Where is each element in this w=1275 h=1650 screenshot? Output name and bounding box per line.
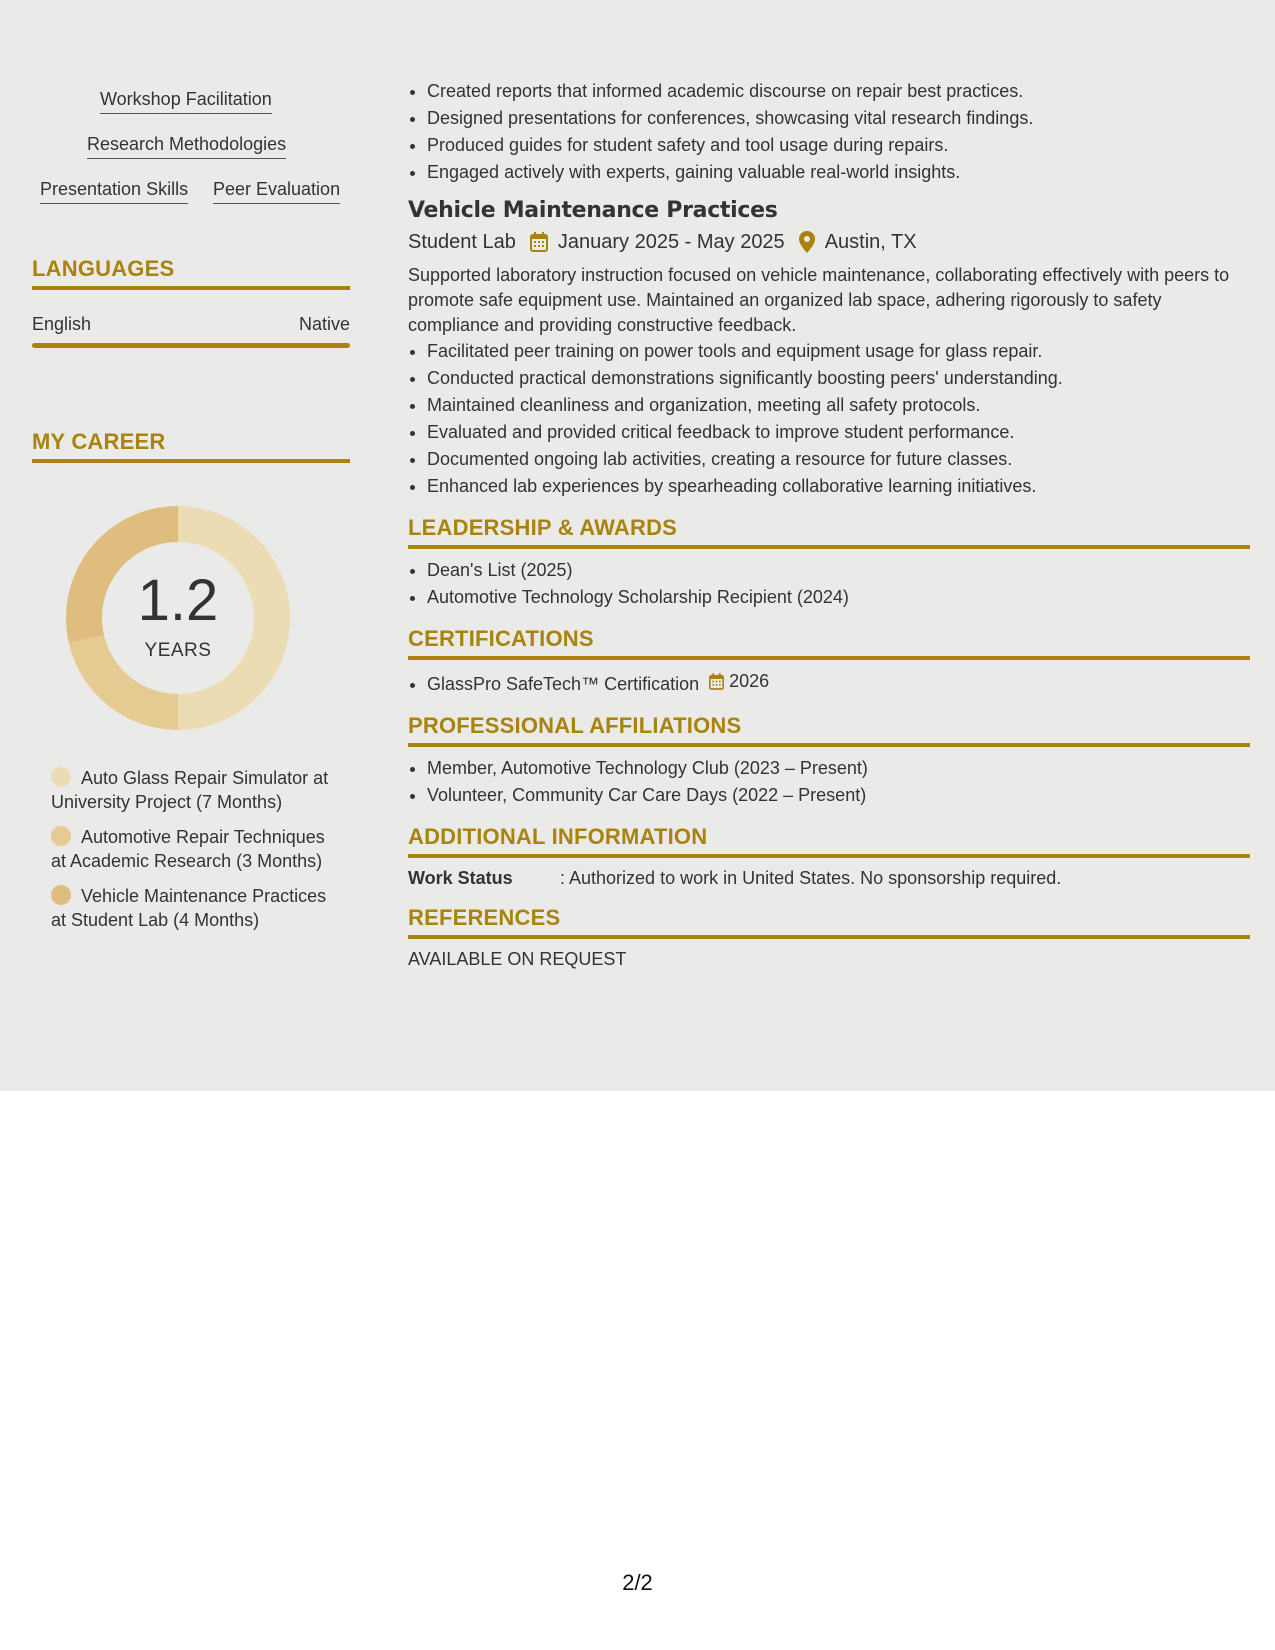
affiliations-heading: PROFESSIONAL AFFILIATIONS xyxy=(408,713,1250,747)
work-status-value: : Authorized to work in United States. No sponsorship required. xyxy=(560,868,1062,888)
bullet-item: • Enhanced lab experiences by spearheading collaborative learning initiatives. xyxy=(427,473,1250,500)
career-total-years: 1.2 xyxy=(137,568,219,633)
legend-dot-icon xyxy=(51,885,71,905)
calendar-icon xyxy=(709,673,724,690)
awards-section xyxy=(408,515,1250,611)
work-status-label: Work Status xyxy=(408,868,513,888)
page-number: 2/2 xyxy=(622,1570,653,1595)
references-text: AVAILABLE ON REQUEST xyxy=(408,949,627,969)
languages-heading: LANGUAGES xyxy=(32,256,350,290)
certification-name: GlassPro SafeTech™ Certification xyxy=(427,674,700,694)
skill-tag: Workshop Facilitation xyxy=(100,89,272,114)
career-legend xyxy=(51,766,341,943)
language-name: English xyxy=(32,314,92,334)
language-level: Native xyxy=(298,314,350,334)
certification-year: 2026 xyxy=(729,671,770,691)
affiliation-item: • Volunteer, Community Car Care Days (2022 – Present) xyxy=(427,782,1250,809)
bullet-item: • Documented ongoing lab activities, creating a resource for future classes. xyxy=(427,446,1250,473)
additional-info-section xyxy=(408,824,1250,890)
career-legend-text: Vehicle Maintenance Practices at Student Lab (4 Months) xyxy=(51,886,327,930)
language-level-bar xyxy=(32,343,350,348)
calendar-icon xyxy=(530,232,548,252)
left-column xyxy=(32,0,350,930)
legend-dot-icon xyxy=(51,767,71,787)
career-legend-text: Auto Glass Repair Simulator at University Project (7 Months) xyxy=(51,768,329,812)
skills-list xyxy=(32,0,350,210)
language-row xyxy=(32,314,350,335)
certifications-heading: CERTIFICATIONS xyxy=(408,626,1250,660)
additional-info-heading: ADDITIONAL INFORMATION xyxy=(408,824,1250,858)
bullet-item: • Produced guides for student safety and tool usage during repairs. xyxy=(427,132,1250,159)
job-bullets xyxy=(408,338,1250,500)
award-item: • Automotive Technology Scholarship Recipient (2024) xyxy=(427,584,1250,611)
references-section xyxy=(408,905,1250,971)
award-item: • Dean's List (2025) xyxy=(427,557,1250,584)
certifications-section xyxy=(408,626,1250,698)
skill-tag: Presentation Skills xyxy=(40,179,188,204)
career-total-unit: YEARS xyxy=(144,640,212,661)
career-legend-item xyxy=(51,884,341,932)
job-organization: Student Lab xyxy=(408,231,516,253)
affiliations-section xyxy=(408,713,1250,809)
job-meta xyxy=(408,227,1250,257)
bullet-item: • Designed presentations for conferences, showcasing vital research findings. xyxy=(427,105,1250,132)
location-pin-icon xyxy=(799,231,815,253)
bullet-item: • Engaged actively with experts, gaining valuable real-world insights. xyxy=(427,159,1250,186)
bullet-item: • Conducted practical demonstrations significantly boosting peers' understanding. xyxy=(427,365,1250,392)
affiliation-item: • Member, Automotive Technology Club (2023 – Present) xyxy=(427,755,1250,782)
work-status-row xyxy=(408,866,1250,890)
career-heading: MY CAREER xyxy=(32,429,350,463)
job-description: Supported laboratory instruction focused on vehicle maintenance, collaborating effectively with peers to promote safe equipment use. Maintained an organized lab space, adhering rigorously to safety compliance and providing constructive feedback. xyxy=(408,265,1230,335)
career-legend-text: Automotive Repair Techniques at Academic Research (3 Months) xyxy=(51,827,325,871)
job-title: Vehicle Maintenance Practices xyxy=(408,198,778,223)
skill-tag: Research Methodologies xyxy=(87,134,286,159)
legend-dot-icon xyxy=(51,826,71,846)
right-column xyxy=(408,78,1250,971)
career-legend-item xyxy=(51,825,341,873)
bullet-item: • Facilitated peer training on power tools and equipment usage for glass repair. xyxy=(427,338,1250,365)
job-location: Austin, TX xyxy=(824,231,917,253)
awards-heading: LEADERSHIP & AWARDS xyxy=(408,515,1250,549)
bullet-item: • Evaluated and provided critical feedback to improve student performance. xyxy=(427,419,1250,446)
bullet-item: • Created reports that informed academic discourse on repair best practices. xyxy=(427,78,1250,105)
job-dates: January 2025 - May 2025 xyxy=(557,231,785,253)
previous-job-bullets xyxy=(408,78,1250,186)
skill-tag: Peer Evaluation xyxy=(213,179,340,204)
certification-item xyxy=(427,668,1250,698)
references-heading: REFERENCES xyxy=(408,905,1250,939)
career-legend-item xyxy=(51,766,341,814)
bullet-item: • Maintained cleanliness and organization, meeting all safety protocols. xyxy=(427,392,1250,419)
